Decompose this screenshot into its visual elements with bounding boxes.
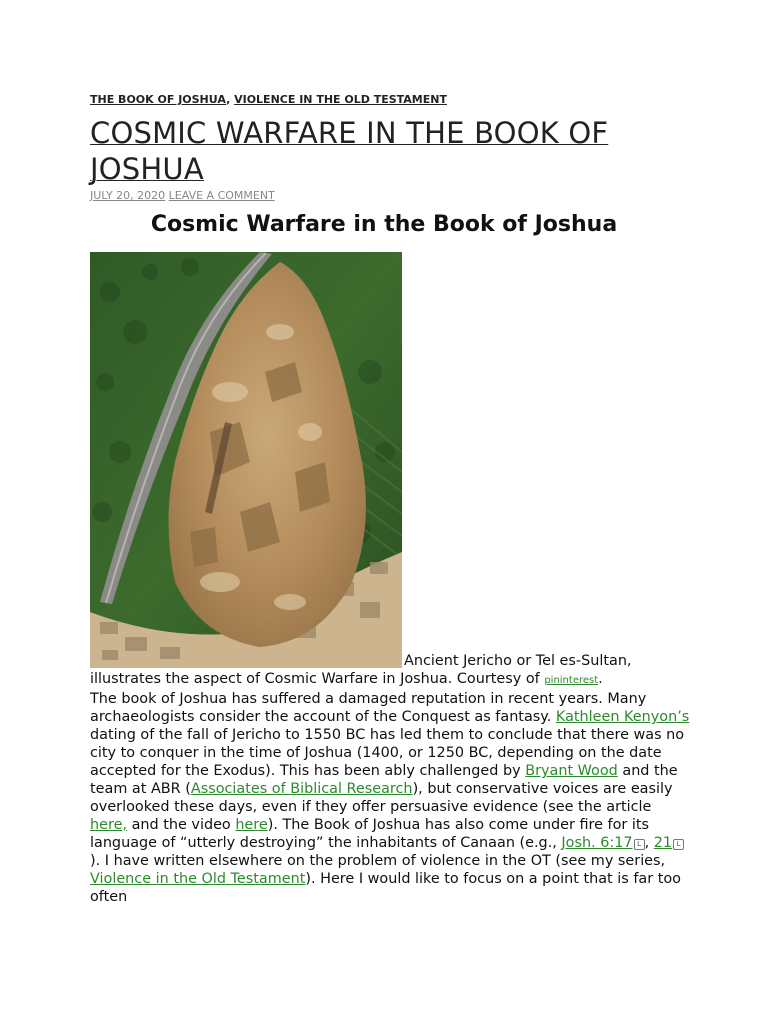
article-here-link[interactable]: here, (90, 817, 128, 833)
leave-comment-link[interactable]: LEAVE A COMMENT (168, 189, 275, 202)
abr-link[interactable]: Associates of Biblical Research (190, 781, 413, 797)
caption-indent (90, 664, 404, 665)
body-text-9: ). Here I would like to focus on a point that is far too often (90, 871, 681, 905)
post-title (90, 115, 690, 187)
body-text-8: ). I have written elsewhere on the problem of violence in the OT (see my series, (90, 853, 666, 869)
body-text-7: , (644, 835, 654, 851)
bryant-wood-link[interactable]: Bryant Wood (525, 763, 618, 779)
article-body (90, 652, 690, 906)
caption-end: . (598, 671, 603, 687)
post-date-link[interactable]: JULY 20, 2020 (90, 189, 166, 202)
jericho-aerial-photo (90, 252, 402, 668)
caption-text: Ancient Jericho or Tel es-Sultan, illustrates the aspect of Cosmic Warfare in Joshua. Courtesy of (90, 653, 632, 687)
image-caption (90, 652, 690, 690)
post-meta (90, 189, 275, 202)
body-text-6: ). The Book of Joshua has also come under fire for its language of “utterly destroying” the inhabitants of Canaan (e.g., (90, 817, 650, 851)
video-here-link[interactable]: here (235, 817, 268, 833)
post-title-link[interactable]: COSMIC WARFARE IN THE BOOK OF JOSHUA (90, 116, 609, 186)
violence-series-link[interactable]: Violence in the Old Testament (90, 871, 306, 887)
body-paragraph (90, 690, 690, 906)
post-categories (90, 93, 447, 106)
body-text-2: dating of the fall of Jericho to 1550 BC has led them to conclude that there was no city to conquer in the time of Joshua (1400, or 1250 BC, depending on the date accepted for the Exodus). This has been ably challenged by (90, 727, 685, 779)
body-text-5: and the video (127, 817, 236, 833)
reference-popup-icon[interactable]: L (634, 839, 645, 850)
category-link-violence-ot[interactable]: VIOLENCE IN THE OLD TESTAMENT (234, 93, 447, 106)
reference-popup-icon[interactable]: L (673, 839, 684, 850)
body-text-3: and the team at ABR ( (90, 763, 678, 797)
article-heading: Cosmic Warfare in the Book of Joshua (150, 212, 618, 237)
body-text-1: The book of Joshua has suffered a damaged reputation in recent years. Many archaeologists consider the account of the Conquest as fantasy. (90, 691, 647, 725)
pinterest-link[interactable]: pininterest (544, 675, 599, 686)
category-separator: , (226, 93, 235, 106)
kathleen-kenyon-link[interactable]: Kathleen Kenyon’s (555, 709, 690, 725)
josh-6-17-link[interactable]: Josh. 6:17 (561, 835, 633, 851)
body-text-4: ), but conservative voices are easily overlooked these days, even if they offer persuasive evidence (see the article (90, 781, 673, 815)
category-link-book-of-joshua[interactable]: THE BOOK OF JOSHUA (90, 93, 227, 106)
verse-21-link[interactable]: 21 (653, 835, 673, 851)
